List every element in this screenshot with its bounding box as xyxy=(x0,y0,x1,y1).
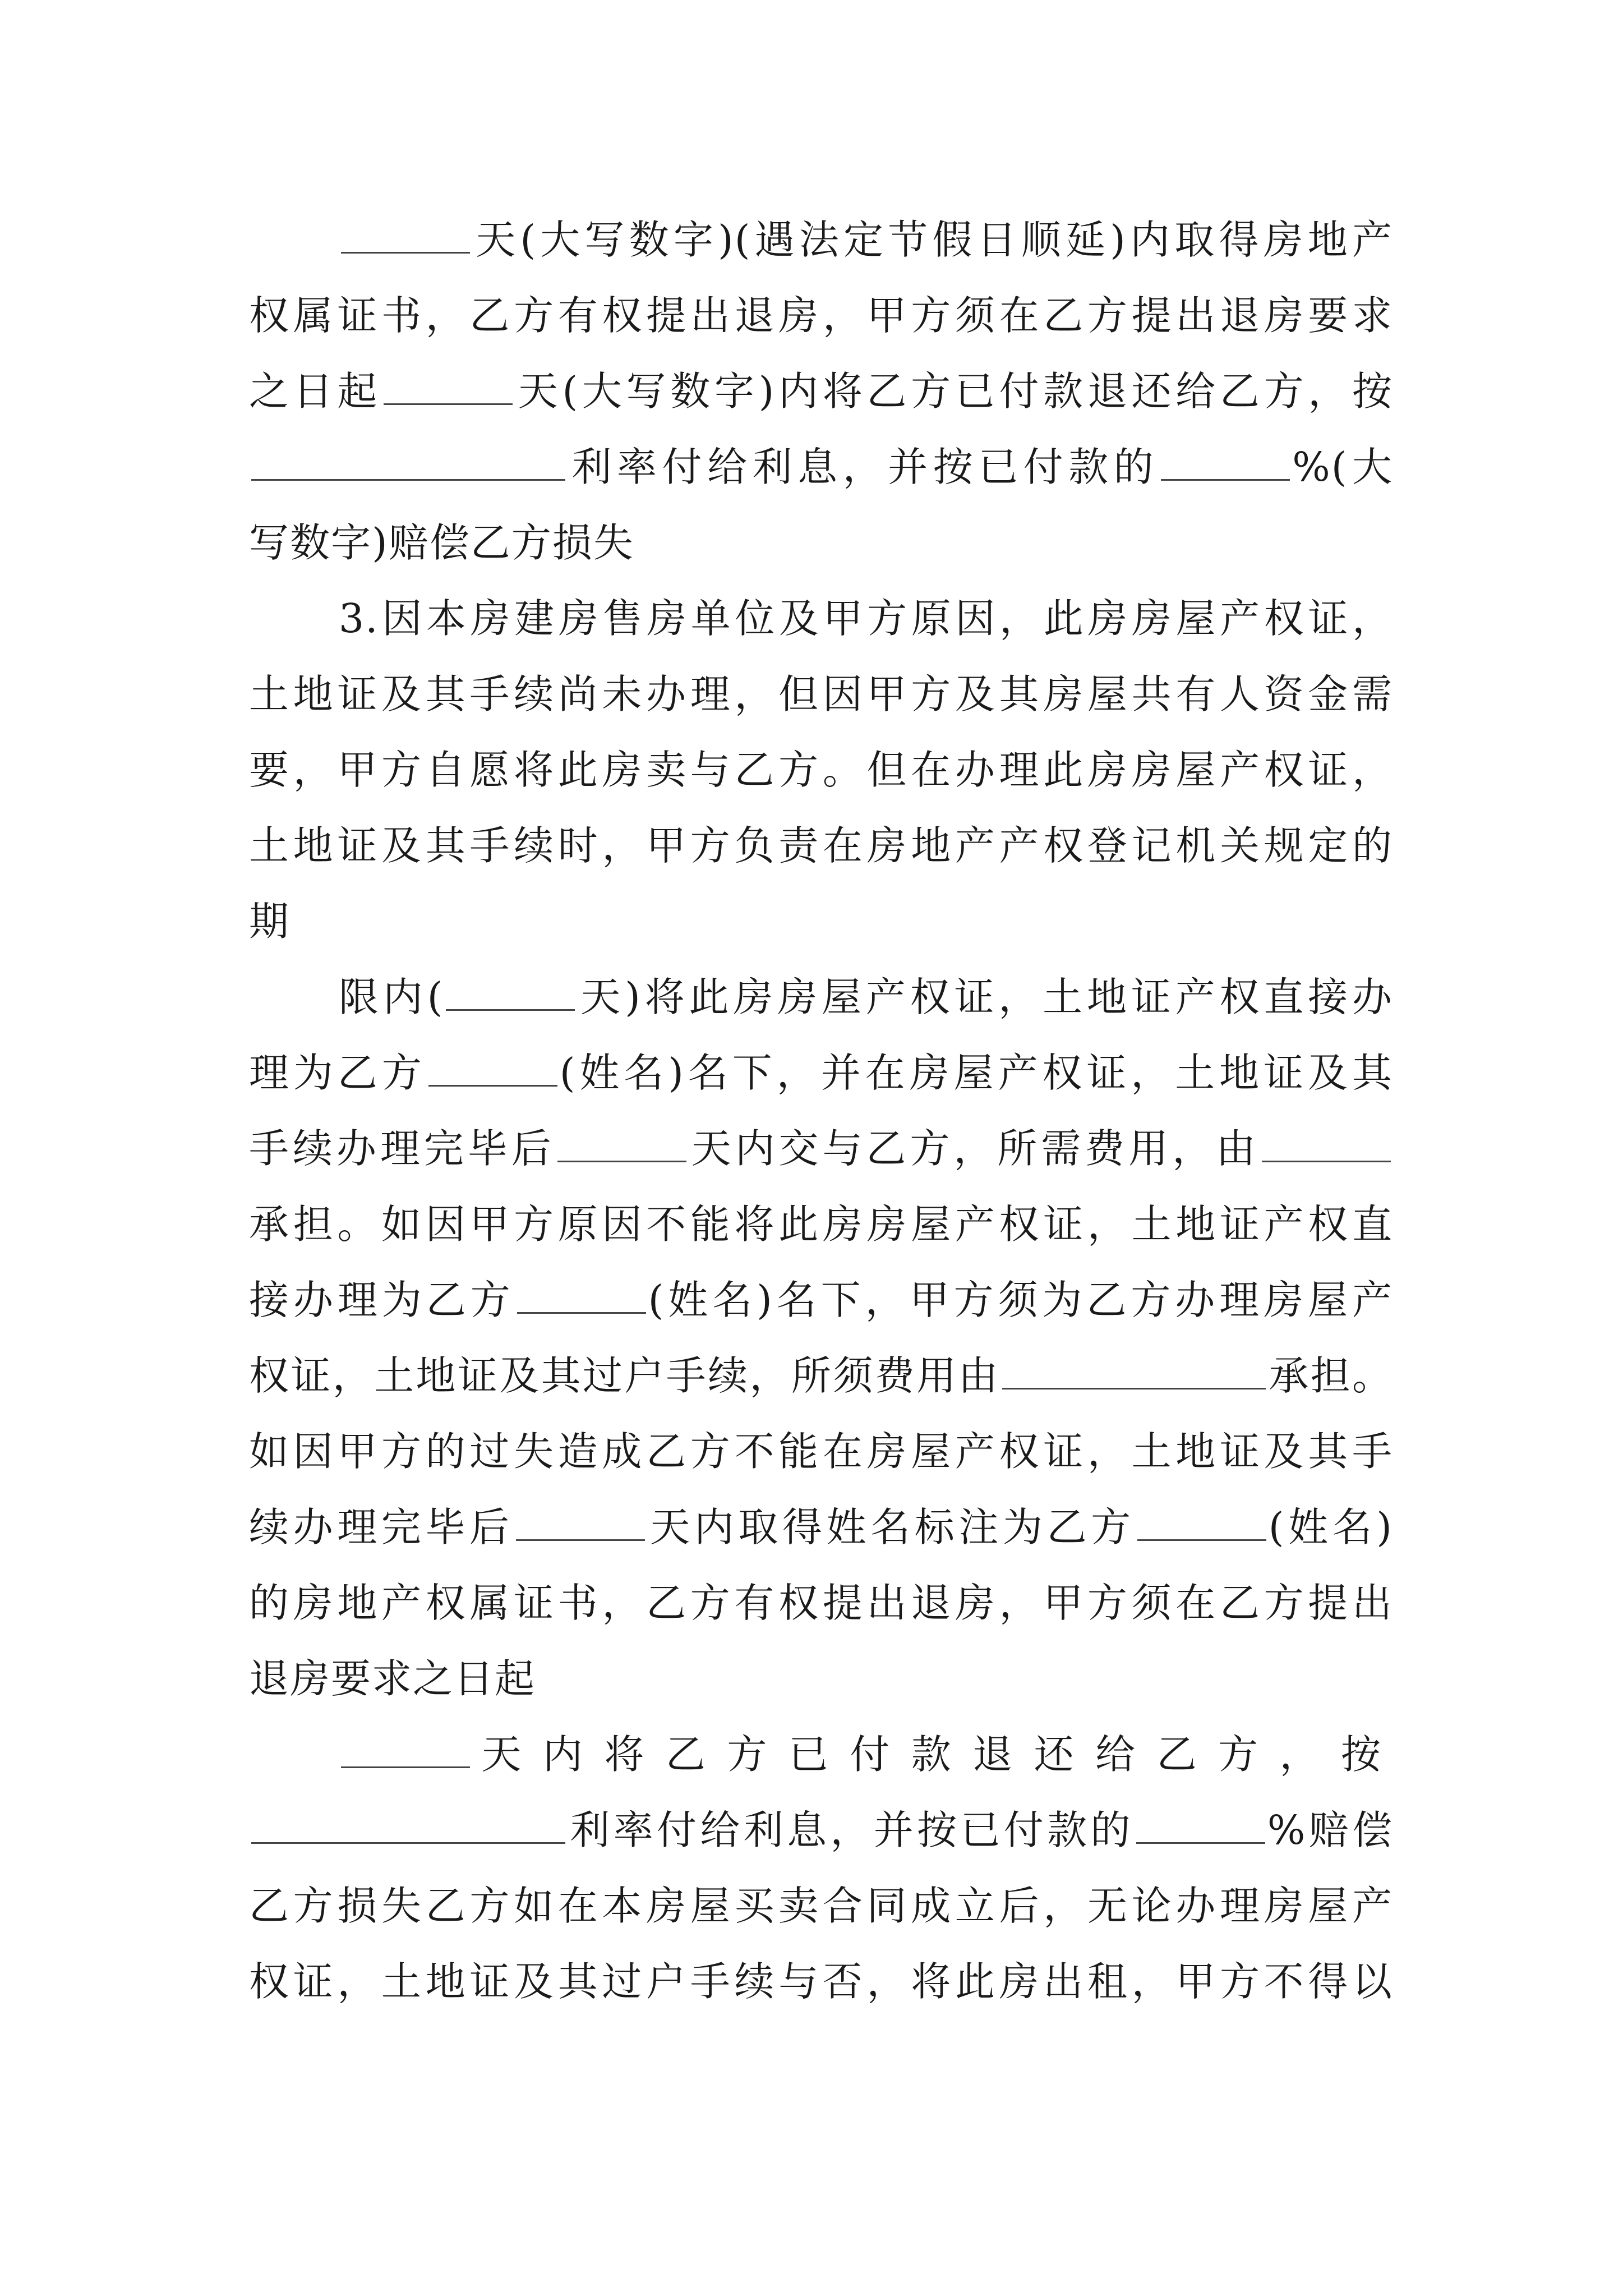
text-line: 接办理为乙方 (姓名)名下，甲方须为乙方办理房屋产 xyxy=(249,1277,1393,1323)
text-line: 写数字)赔偿乙方损失 xyxy=(249,519,634,566)
text-line: 权证，土地证及其过户手续，所须费用由 承担。 xyxy=(249,1352,1393,1399)
fill-in-blank xyxy=(557,1160,686,1162)
text-line: 利率付给利息，并按已付款的 %赔偿 xyxy=(249,1792,1393,1868)
fill-in-blank xyxy=(1002,1387,1266,1389)
text-line: 乙方损失乙方如在本房屋买卖合同成立后，无论办理房屋产 xyxy=(249,1883,1393,1929)
text-line: 土地证及其手续尚未办理，但因甲方及其房屋共有人资金需 xyxy=(249,671,1393,717)
text-line: 土地证及其手续时，甲方负责在房地产产权登记机关规定的 xyxy=(249,822,1393,869)
fill-in-blank xyxy=(517,1312,646,1314)
text-line: 如因甲方的过失造成乙方不能在房屋产权证，土地证及其手 xyxy=(249,1428,1393,1475)
text-line: 限内( 天)将此房房屋产权证，土地证产权直接办 xyxy=(339,974,1394,1020)
fill-in-blank xyxy=(428,1084,557,1087)
fill-in-blank xyxy=(341,1766,470,1768)
text-line: 要，甲方自愿将此房卖与乙方。但在办理此房房屋产权证， xyxy=(249,747,1393,793)
text-line: 手续办理完毕后 天内交与乙方，所需费用，由 xyxy=(249,1111,1393,1186)
fill-in-blank xyxy=(446,1009,575,1011)
fill-in-blank xyxy=(341,251,470,254)
text-line: 天(大写数字)(遇法定节假日顺延)内取得房地产 xyxy=(249,202,1393,278)
text-line: 利率付给利息，并按已付款的 %(大 xyxy=(249,429,1393,505)
text-line: 权证，土地证及其过户手续与否，将此房出租，甲方不得以 xyxy=(249,1958,1393,2005)
text-line: 的房地产权属证书，乙方有权提出退房，甲方须在乙方提出 xyxy=(249,1580,1393,1626)
fill-in-blank xyxy=(1137,1539,1266,1541)
text-line: 退房要求之日起 xyxy=(249,1655,536,1702)
fill-in-blank xyxy=(251,478,565,481)
text-line: 3.因本房建房售房单位及甲方原因，此房房屋产权证， xyxy=(339,595,1393,642)
text-line: 权属证书，乙方有权提出退房，甲方须在乙方提出退房要求 xyxy=(249,292,1393,339)
fill-in-blank xyxy=(251,1842,565,1844)
text-line: 理为乙方 (姓名)名下，并在房屋产权证，土地证及其 xyxy=(249,1050,1393,1096)
text-line: 续办理完毕后 天内取得姓名标注为乙方 (姓名) xyxy=(249,1504,1393,1550)
fill-in-blank xyxy=(1262,1160,1391,1162)
document-body xyxy=(249,202,1393,2019)
text-line: 之日起 天(大写数字)内将乙方已付款退还给乙方，按 xyxy=(249,368,1393,415)
text-line: 期 xyxy=(249,898,291,945)
text-line: 承担。如因甲方原因不能将此房房屋产权证，土地证产权直 xyxy=(249,1201,1393,1248)
text-line: 天内将乙方已付款退还给乙方，按 xyxy=(249,1717,1393,1792)
fill-in-blank xyxy=(1136,1842,1265,1844)
fill-in-blank xyxy=(384,403,513,405)
fill-in-blank xyxy=(516,1539,645,1541)
fill-in-blank xyxy=(1161,478,1290,481)
